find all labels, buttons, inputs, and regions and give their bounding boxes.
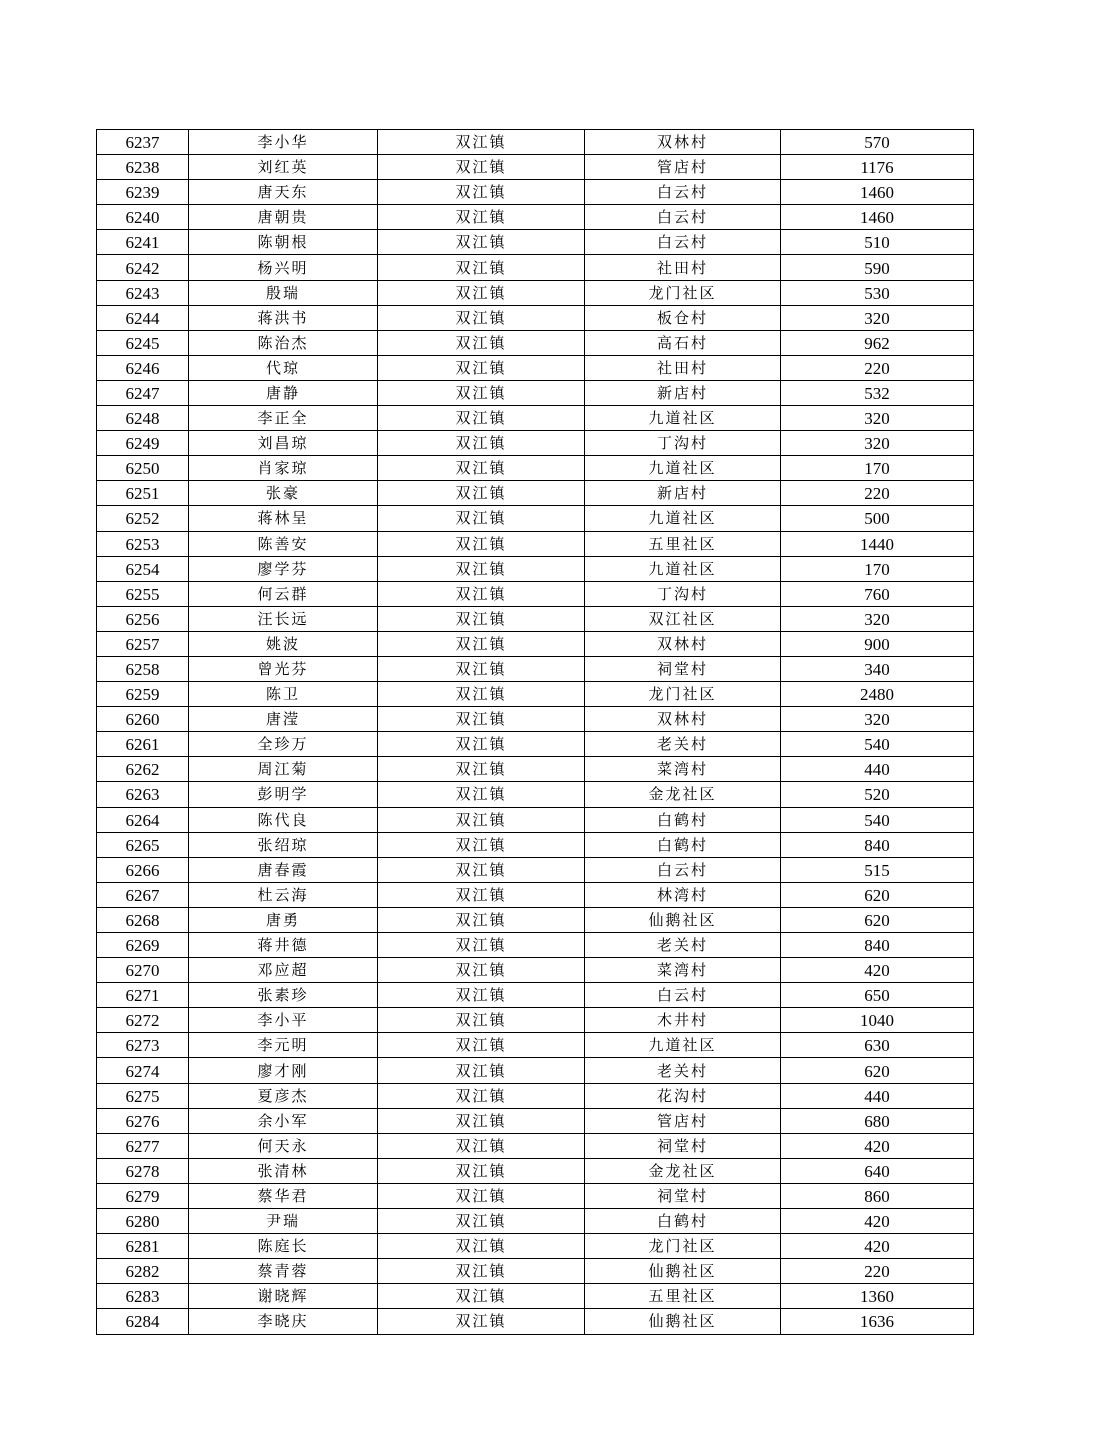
table-row: [97, 1259, 974, 1284]
town-cell: 双江镇: [378, 933, 585, 958]
row-number-cell: 6274: [97, 1058, 189, 1083]
row-number-cell: 6270: [97, 958, 189, 983]
name-cell: 余小军: [189, 1108, 378, 1133]
table-body: [97, 130, 974, 1335]
row-number-cell: 6239: [97, 180, 189, 205]
row-number-cell: 6271: [97, 983, 189, 1008]
town-cell: 双江镇: [378, 958, 585, 983]
village-cell: 祠堂村: [585, 1133, 781, 1158]
table-row: [97, 656, 974, 681]
town-cell: 双江镇: [378, 180, 585, 205]
town-cell: 双江镇: [378, 406, 585, 431]
village-cell: 白云村: [585, 205, 781, 230]
name-cell: 李正全: [189, 406, 378, 431]
village-cell: 菜湾村: [585, 757, 781, 782]
town-cell: 双江镇: [378, 732, 585, 757]
village-cell: 丁沟村: [585, 581, 781, 606]
town-cell: 双江镇: [378, 983, 585, 1008]
amount-cell: 520: [781, 782, 974, 807]
name-cell: 全珍万: [189, 732, 378, 757]
row-number-cell: 6255: [97, 581, 189, 606]
amount-cell: 220: [781, 481, 974, 506]
village-cell: 老关村: [585, 732, 781, 757]
name-cell: 唐春霞: [189, 857, 378, 882]
row-number-cell: 6253: [97, 531, 189, 556]
village-cell: 龙门社区: [585, 682, 781, 707]
town-cell: 双江镇: [378, 807, 585, 832]
table-row: [97, 556, 974, 581]
table-row: [97, 255, 974, 280]
row-number-cell: 6276: [97, 1108, 189, 1133]
amount-cell: 2480: [781, 682, 974, 707]
table-row: [97, 230, 974, 255]
table-row: [97, 1108, 974, 1133]
row-number-cell: 6244: [97, 305, 189, 330]
amount-cell: 650: [781, 983, 974, 1008]
village-cell: 社田村: [585, 255, 781, 280]
town-cell: 双江镇: [378, 531, 585, 556]
amount-cell: 440: [781, 757, 974, 782]
name-cell: 蒋林呈: [189, 506, 378, 531]
table-row: [97, 1058, 974, 1083]
town-cell: 双江镇: [378, 1234, 585, 1259]
row-number-cell: 6267: [97, 882, 189, 907]
town-cell: 双江镇: [378, 130, 585, 155]
row-number-cell: 6237: [97, 130, 189, 155]
name-cell: 唐滢: [189, 707, 378, 732]
name-cell: 夏彦杰: [189, 1083, 378, 1108]
town-cell: 双江镇: [378, 656, 585, 681]
name-cell: 尹瑞: [189, 1209, 378, 1234]
town-cell: 双江镇: [378, 782, 585, 807]
table-row: [97, 481, 974, 506]
amount-cell: 510: [781, 230, 974, 255]
row-number-cell: 6283: [97, 1284, 189, 1309]
row-number-cell: 6279: [97, 1183, 189, 1208]
name-cell: 唐勇: [189, 907, 378, 932]
village-cell: 双林村: [585, 631, 781, 656]
village-cell: 龙门社区: [585, 280, 781, 305]
name-cell: 李晓庆: [189, 1309, 378, 1334]
town-cell: 双江镇: [378, 631, 585, 656]
amount-cell: 900: [781, 631, 974, 656]
table-row: [97, 280, 974, 305]
town-cell: 双江镇: [378, 330, 585, 355]
table-row: [97, 1133, 974, 1158]
town-cell: 双江镇: [378, 1083, 585, 1108]
village-cell: 仙鹅社区: [585, 1309, 781, 1334]
amount-cell: 962: [781, 330, 974, 355]
village-cell: 双林村: [585, 707, 781, 732]
name-cell: 邓应超: [189, 958, 378, 983]
table-row: [97, 380, 974, 405]
table-row: [97, 1209, 974, 1234]
row-number-cell: 6265: [97, 832, 189, 857]
village-cell: 白鹤村: [585, 832, 781, 857]
name-cell: 刘昌琼: [189, 431, 378, 456]
name-cell: 陈庭长: [189, 1234, 378, 1259]
village-cell: 管店村: [585, 155, 781, 180]
row-number-cell: 6238: [97, 155, 189, 180]
town-cell: 双江镇: [378, 1183, 585, 1208]
name-cell: 唐天东: [189, 180, 378, 205]
town-cell: 双江镇: [378, 882, 585, 907]
village-cell: 白云村: [585, 180, 781, 205]
town-cell: 双江镇: [378, 832, 585, 857]
row-number-cell: 6268: [97, 907, 189, 932]
table-row: [97, 180, 974, 205]
amount-cell: 532: [781, 380, 974, 405]
table-row: [97, 1008, 974, 1033]
name-cell: 何云群: [189, 581, 378, 606]
town-cell: 双江镇: [378, 456, 585, 481]
table-row: [97, 1083, 974, 1108]
name-cell: 杜云海: [189, 882, 378, 907]
town-cell: 双江镇: [378, 1209, 585, 1234]
table-row: [97, 857, 974, 882]
row-number-cell: 6266: [97, 857, 189, 882]
name-cell: 李小华: [189, 130, 378, 155]
table-row: [97, 933, 974, 958]
amount-cell: 320: [781, 431, 974, 456]
town-cell: 双江镇: [378, 1058, 585, 1083]
amount-cell: 840: [781, 832, 974, 857]
town-cell: 双江镇: [378, 1309, 585, 1334]
amount-cell: 170: [781, 456, 974, 481]
name-cell: 张素珍: [189, 983, 378, 1008]
village-cell: 九道社区: [585, 506, 781, 531]
amount-cell: 1460: [781, 180, 974, 205]
row-number-cell: 6245: [97, 330, 189, 355]
name-cell: 姚波: [189, 631, 378, 656]
amount-cell: 420: [781, 1234, 974, 1259]
table-row: [97, 205, 974, 230]
name-cell: 刘红英: [189, 155, 378, 180]
row-number-cell: 6258: [97, 656, 189, 681]
name-cell: 陈代良: [189, 807, 378, 832]
town-cell: 双江镇: [378, 707, 585, 732]
row-number-cell: 6250: [97, 456, 189, 481]
amount-cell: 515: [781, 857, 974, 882]
village-cell: 白云村: [585, 230, 781, 255]
amount-cell: 840: [781, 933, 974, 958]
town-cell: 双江镇: [378, 682, 585, 707]
table-row: [97, 682, 974, 707]
row-number-cell: 6252: [97, 506, 189, 531]
town-cell: 双江镇: [378, 355, 585, 380]
row-number-cell: 6284: [97, 1309, 189, 1334]
amount-cell: 320: [781, 606, 974, 631]
town-cell: 双江镇: [378, 857, 585, 882]
village-cell: 新店村: [585, 481, 781, 506]
table-row: [97, 531, 974, 556]
town-cell: 双江镇: [378, 431, 585, 456]
table-row: [97, 732, 974, 757]
town-cell: 双江镇: [378, 1008, 585, 1033]
village-cell: 祠堂村: [585, 656, 781, 681]
name-cell: 谢晓辉: [189, 1284, 378, 1309]
name-cell: 肖家琼: [189, 456, 378, 481]
village-cell: 木井村: [585, 1008, 781, 1033]
name-cell: 张豪: [189, 481, 378, 506]
amount-cell: 530: [781, 280, 974, 305]
town-cell: 双江镇: [378, 155, 585, 180]
name-cell: 陈卫: [189, 682, 378, 707]
town-cell: 双江镇: [378, 1158, 585, 1183]
table-row: [97, 907, 974, 932]
town-cell: 双江镇: [378, 757, 585, 782]
amount-cell: 320: [781, 707, 974, 732]
table-row: [97, 355, 974, 380]
name-cell: 蒋井德: [189, 933, 378, 958]
amount-cell: 1440: [781, 531, 974, 556]
name-cell: 李元明: [189, 1033, 378, 1058]
amount-cell: 620: [781, 1058, 974, 1083]
name-cell: 张绍琼: [189, 832, 378, 857]
village-cell: 双林村: [585, 130, 781, 155]
village-cell: 祠堂村: [585, 1183, 781, 1208]
table-row: [97, 807, 974, 832]
name-cell: 李小平: [189, 1008, 378, 1033]
row-number-cell: 6264: [97, 807, 189, 832]
town-cell: 双江镇: [378, 1108, 585, 1133]
village-cell: 丁沟村: [585, 431, 781, 456]
amount-cell: 620: [781, 882, 974, 907]
village-cell: 九道社区: [585, 556, 781, 581]
name-cell: 何天永: [189, 1133, 378, 1158]
amount-cell: 420: [781, 1133, 974, 1158]
name-cell: 张清林: [189, 1158, 378, 1183]
town-cell: 双江镇: [378, 1033, 585, 1058]
table-row: [97, 882, 974, 907]
amount-cell: 1636: [781, 1309, 974, 1334]
table-row: [97, 406, 974, 431]
village-cell: 老关村: [585, 1058, 781, 1083]
name-cell: 唐朝贵: [189, 205, 378, 230]
row-number-cell: 6282: [97, 1259, 189, 1284]
table-row: [97, 606, 974, 631]
row-number-cell: 6241: [97, 230, 189, 255]
amount-cell: 590: [781, 255, 974, 280]
name-cell: 曾光芬: [189, 656, 378, 681]
name-cell: 蒋洪书: [189, 305, 378, 330]
village-cell: 九道社区: [585, 456, 781, 481]
row-number-cell: 6249: [97, 431, 189, 456]
town-cell: 双江镇: [378, 380, 585, 405]
town-cell: 双江镇: [378, 481, 585, 506]
town-cell: 双江镇: [378, 907, 585, 932]
name-cell: 杨兴明: [189, 255, 378, 280]
name-cell: 廖学芬: [189, 556, 378, 581]
town-cell: 双江镇: [378, 556, 585, 581]
table-row: [97, 330, 974, 355]
amount-cell: 220: [781, 1259, 974, 1284]
row-number-cell: 6262: [97, 757, 189, 782]
amount-cell: 320: [781, 305, 974, 330]
amount-cell: 340: [781, 656, 974, 681]
amount-cell: 760: [781, 581, 974, 606]
village-cell: 龙门社区: [585, 1234, 781, 1259]
name-cell: 蔡青蓉: [189, 1259, 378, 1284]
amount-cell: 570: [781, 130, 974, 155]
name-cell: 廖才刚: [189, 1058, 378, 1083]
amount-cell: 540: [781, 807, 974, 832]
amount-cell: 420: [781, 958, 974, 983]
amount-cell: 1176: [781, 155, 974, 180]
amount-cell: 1360: [781, 1284, 974, 1309]
data-table: [96, 129, 974, 1335]
table-row: [97, 1183, 974, 1208]
amount-cell: 540: [781, 732, 974, 757]
row-number-cell: 6247: [97, 380, 189, 405]
village-cell: 双江社区: [585, 606, 781, 631]
amount-cell: 500: [781, 506, 974, 531]
town-cell: 双江镇: [378, 506, 585, 531]
row-number-cell: 6275: [97, 1083, 189, 1108]
name-cell: 代琼: [189, 355, 378, 380]
name-cell: 陈善安: [189, 531, 378, 556]
table-row: [97, 1309, 974, 1334]
table-row: [97, 456, 974, 481]
row-number-cell: 6240: [97, 205, 189, 230]
town-cell: 双江镇: [378, 581, 585, 606]
village-cell: 金龙社区: [585, 1158, 781, 1183]
village-cell: 新店村: [585, 380, 781, 405]
name-cell: 汪长远: [189, 606, 378, 631]
town-cell: 双江镇: [378, 606, 585, 631]
table-row: [97, 782, 974, 807]
town-cell: 双江镇: [378, 230, 585, 255]
table-row: [97, 757, 974, 782]
table-row: [97, 305, 974, 330]
row-number-cell: 6259: [97, 682, 189, 707]
name-cell: 殷瑞: [189, 280, 378, 305]
village-cell: 管店村: [585, 1108, 781, 1133]
row-number-cell: 6251: [97, 481, 189, 506]
village-cell: 仙鹅社区: [585, 907, 781, 932]
village-cell: 老关村: [585, 933, 781, 958]
row-number-cell: 6263: [97, 782, 189, 807]
name-cell: 彭明学: [189, 782, 378, 807]
table-row: [97, 983, 974, 1008]
name-cell: 周江菊: [189, 757, 378, 782]
row-number-cell: 6261: [97, 732, 189, 757]
amount-cell: 640: [781, 1158, 974, 1183]
village-cell: 白云村: [585, 983, 781, 1008]
amount-cell: 170: [781, 556, 974, 581]
table-row: [97, 1033, 974, 1058]
village-cell: 花沟村: [585, 1083, 781, 1108]
village-cell: 高石村: [585, 330, 781, 355]
row-number-cell: 6277: [97, 1133, 189, 1158]
amount-cell: 420: [781, 1209, 974, 1234]
amount-cell: 680: [781, 1108, 974, 1133]
name-cell: 唐静: [189, 380, 378, 405]
amount-cell: 320: [781, 406, 974, 431]
table-row: [97, 581, 974, 606]
village-cell: 白鹤村: [585, 1209, 781, 1234]
village-cell: 九道社区: [585, 1033, 781, 1058]
village-cell: 金龙社区: [585, 782, 781, 807]
village-cell: 白云村: [585, 857, 781, 882]
amount-cell: 1040: [781, 1008, 974, 1033]
town-cell: 双江镇: [378, 1259, 585, 1284]
amount-cell: 860: [781, 1183, 974, 1208]
amount-cell: 1460: [781, 205, 974, 230]
table-row: [97, 707, 974, 732]
town-cell: 双江镇: [378, 305, 585, 330]
amount-cell: 220: [781, 355, 974, 380]
row-number-cell: 6242: [97, 255, 189, 280]
amount-cell: 630: [781, 1033, 974, 1058]
table-row: [97, 1284, 974, 1309]
table-row: [97, 155, 974, 180]
table-row: [97, 506, 974, 531]
town-cell: 双江镇: [378, 1133, 585, 1158]
row-number-cell: 6246: [97, 355, 189, 380]
row-number-cell: 6280: [97, 1209, 189, 1234]
village-cell: 五里社区: [585, 1284, 781, 1309]
table-row: [97, 958, 974, 983]
name-cell: 蔡华君: [189, 1183, 378, 1208]
name-cell: 陈朝根: [189, 230, 378, 255]
table-row: [97, 631, 974, 656]
village-cell: 林湾村: [585, 882, 781, 907]
table-row: [97, 130, 974, 155]
village-cell: 五里社区: [585, 531, 781, 556]
amount-cell: 620: [781, 907, 974, 932]
row-number-cell: 6273: [97, 1033, 189, 1058]
town-cell: 双江镇: [378, 255, 585, 280]
village-cell: 白鹤村: [585, 807, 781, 832]
row-number-cell: 6278: [97, 1158, 189, 1183]
village-cell: 社田村: [585, 355, 781, 380]
row-number-cell: 6243: [97, 280, 189, 305]
amount-cell: 440: [781, 1083, 974, 1108]
village-cell: 九道社区: [585, 406, 781, 431]
row-number-cell: 6269: [97, 933, 189, 958]
village-cell: 板仓村: [585, 305, 781, 330]
village-cell: 菜湾村: [585, 958, 781, 983]
village-cell: 仙鹅社区: [585, 1259, 781, 1284]
town-cell: 双江镇: [378, 205, 585, 230]
row-number-cell: 6256: [97, 606, 189, 631]
row-number-cell: 6248: [97, 406, 189, 431]
row-number-cell: 6254: [97, 556, 189, 581]
table-row: [97, 832, 974, 857]
row-number-cell: 6257: [97, 631, 189, 656]
table-row: [97, 1158, 974, 1183]
row-number-cell: 6272: [97, 1008, 189, 1033]
table-row: [97, 1234, 974, 1259]
row-number-cell: 6260: [97, 707, 189, 732]
row-number-cell: 6281: [97, 1234, 189, 1259]
name-cell: 陈治杰: [189, 330, 378, 355]
town-cell: 双江镇: [378, 1284, 585, 1309]
table-row: [97, 431, 974, 456]
town-cell: 双江镇: [378, 280, 585, 305]
